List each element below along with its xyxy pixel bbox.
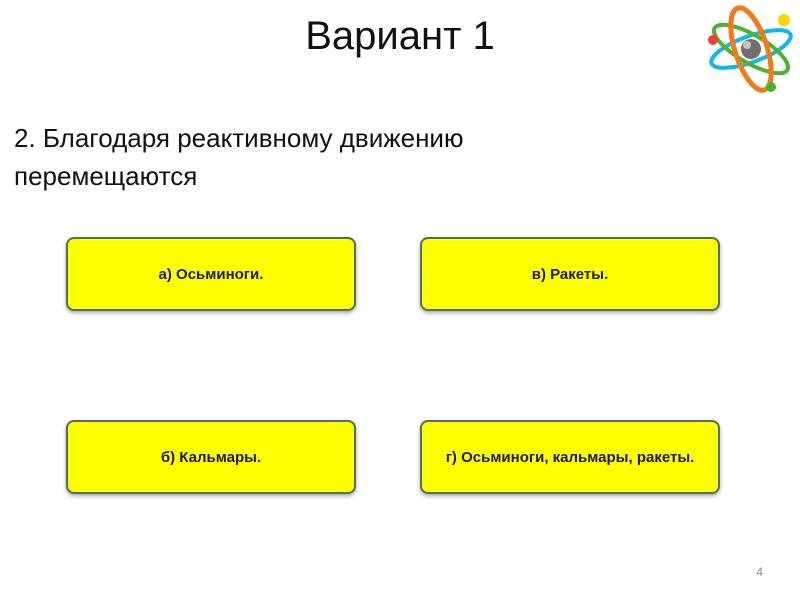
answer-option-a-button[interactable]: а) Осьминоги.: [66, 237, 356, 311]
atom-icon: [701, 2, 800, 100]
page-number: 4: [756, 565, 763, 579]
atom-electron-green: [766, 82, 776, 92]
answer-option-b-button[interactable]: б) Кальмары.: [66, 420, 356, 494]
atom-nucleus: [741, 39, 761, 59]
atom-electron-red: [708, 35, 718, 45]
answer-option-g-button[interactable]: г) Осьминоги, кальмары, ракеты.: [420, 420, 720, 494]
atom-nucleus-highlight: [743, 41, 751, 49]
question-text: 2. Благодаря реактивному движению перемещаются: [14, 123, 464, 191]
atom-electron-yellow: [778, 14, 790, 26]
slide-title: Вариант 1: [305, 14, 495, 58]
answer-option-v-button[interactable]: в) Ракеты.: [420, 237, 720, 311]
